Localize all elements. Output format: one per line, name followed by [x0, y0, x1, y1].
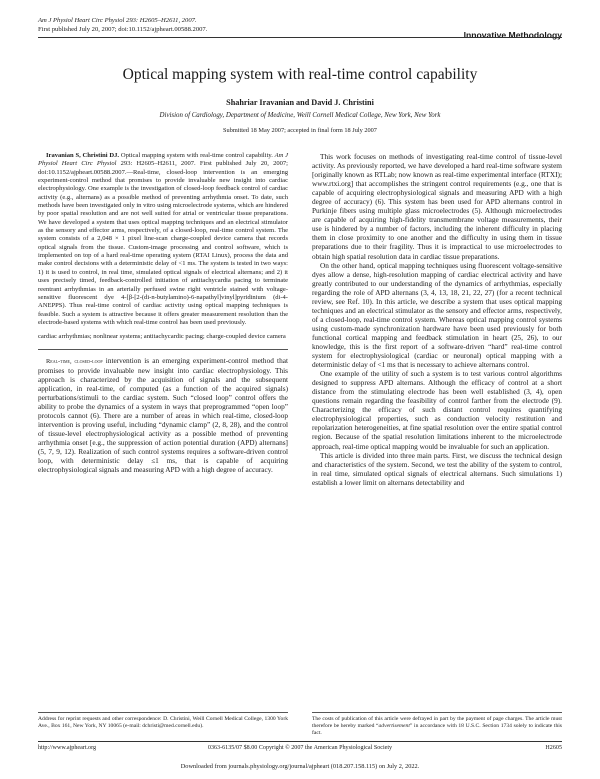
page-charge-text-b: ” in accordance with 18 U.S.C. Section 1734 solely to indicate this fact.: [312, 723, 562, 736]
body-paragraph: On the other hand, optical mapping techniques using fluorescent voltage-sensitive dyes allow a dense, high-resolution mapping of cardiac electrical activity and have greatly contributed to our understanding of the dynamics of arrhythmias, especially regarding the role of APD alternans (3, 4, 13, 18, 21, 22, 27) (for a recent technical review, see Ref. 10). In this article, we describe a system that uses optical mapping techniques and an electrical stimulator as the sensory and effector arms, respectively, of a closed-loop, real-time control system. Whereas optical mapping control systems using custom-made synchronization hardware have been used previously for both functional cortical mapping and feedback stimulation in heart (25, 26), to our knowledge, this is the first report of a software-driven “hard” real-time control system for electrophysiological (cardiac or neuronal) optical mapping with a deterministic delay of <1 ms that is necessary to achieve alternans control.: [312, 260, 562, 370]
submitted-date: Submitted 18 May 2007; accepted in final form 18 July 2007: [223, 127, 377, 134]
page-charge-footnote: [312, 716, 562, 737]
footer-rule: [38, 741, 562, 742]
copyright: 0363-6135/07 $8.00 Copyright © 2007 the American Physiological Society: [207, 745, 393, 751]
footnote-rule-right: [312, 712, 562, 713]
abstract-journal: Am J Physiol Heart Circ Physiol: [38, 152, 289, 168]
abstract-lead: Iravanian S, Christini DJ.: [46, 152, 120, 159]
intro-text: intervention is an emerging experiment-control method that promises to provide invaluable new insight into cardiac electrophysiology. This approach is characterized by the acquisition of signals and the subsequent application, in real-time, of computed (as a function of the acquired signals) perturbations/stimuli to the cardiac system. Such “closed loop” control offers the ability to probe the dynamics of a system in ways that preprogrammed “open loop” protocols cannot (6). There are a number of areas in which real-time, closed-loop intervention is proving useful, including “dynamic clamp” (2, 8, 28), and the control of tissue-level electrophysiological activity as a possible method of preventing arrhythmia onset [e.g., the suppression of action potential duration (APD) alternans] (5, 7, 9, 12). Realization of such control systems requires a software-driven control loop, with deterministic delay ≤1 ms, that is capable of acquiring electrophysiological signals and measuring APD with a high degree of accuracy.: [38, 355, 288, 475]
published-line: First published July 20, 2007; doi:10.1152/ajpheart.00588.2007.: [38, 26, 208, 33]
page-number: H2605: [545, 745, 562, 751]
keywords: cardiac arrhythmias; nonlinear systems; antitachycardic pacing; charge-coupled device camera: [38, 333, 286, 341]
journal-url[interactable]: http://www.ajpheart.org: [38, 745, 97, 751]
body-paragraph: One example of the utility of such a system is to test various control algorithms designed to suppress APD alternans. Although the efficacy of control at a short distance from the stimulating electrode has been well established (3, 4), open questions remain regarding the feasibility of control farther from the electrode (9). Characterizing the efficacy of such distant control requires quantifying electrophysiological properties, such as conduction velocity restitution and repolarization heterogeneities, at fine spatial resolution over the entire spatial control region. Because of the spatial resolution limitations inherent to the microelectrode approach, real-time optical mapping would be invaluable for such an application.: [312, 369, 562, 451]
body-paragraph: This work focuses on methods of investigating real-time control of tissue-level activity. As previously reported, we have developed a hard real-time software system [originally known as RTLab; now known as real-time experimental interface (RTXI); www.rtxi.org] that accomplishes the stringent control requirements (e.g., one that is capable of acquiring electrophysiological signals and measuring APD with a high degree of accuracy) (6). This system has been used for APD alternans control in Purkinje fibers using multiple glass microelectrodes (5). Although microelectrodes are capable of acquiring high-fidelity transmembrane voltage measurements, their use is hindered by a number of factors, including the inherent difficulty in placing them in close proximity to one another and the difficulty in using them in tissue preparations due to their fragility. Thus it is impractical to use microelectrodes to obtain high spatial resolution data in cardiac tissue preparations.: [312, 152, 562, 261]
abstract: [38, 152, 288, 327]
intro-paragraph: [38, 356, 288, 475]
authors: Shahriar Iravanian and David J. Christini: [226, 98, 374, 107]
running-header: [38, 16, 562, 40]
affiliation: Division of Cardiology, Department of Medicine, Weill Cornell Medical College, New York, New York: [159, 112, 441, 119]
footnote-rule-left: [38, 712, 288, 713]
intro-lead: Real-time, closed-loop: [46, 357, 103, 365]
header-rule: [38, 37, 562, 38]
download-notice: Downloaded from journals.physiology.org/journal/ajpheart (018.207.158.115) on July 2, 2022.: [180, 763, 420, 770]
article-title: Optical mapping system with real-time control capability: [122, 66, 478, 83]
abstract-title: Optical mapping system with real-time control capability.: [119, 152, 273, 159]
page-charge-text-a: The costs of publication of this article were defrayed in part by the payment of page charges. The article must therefore be hereby marked “: [312, 716, 562, 729]
journal-citation: Am J Physiol Heart Circ Physiol 293: H2605–H2611, 2007.: [38, 17, 197, 24]
abstract-text: 293: H2605–H2611, 2007. First published July 20, 2007; doi:10.1152/ajpheart.00588.2007.—Real-time, closed-loop intervention is an emerging experiment-control method that promises to provide invaluable new insight into cardiac electrophysiology. One example is the investigation of closed-loop feedback control of cardiac activity (e.g., alternans) as a possible method of preventing arrhythmia onset. To date, such methods have been investigated only in vitro using microelectrode systems, which are hindered by poor spatial resolution and are not well suited for atrial or ventricular tissue preparations. We have developed a system that uses optical mapping techniques and an electrical stimulator as the sensory and effector arms, respectively, of a closed-loop, real-time control system. The system consists of a 2,048 × 1 pixel line-scan charge-coupled device camera that records optical signals from the tissue. Custom-image processing and control software, which is implemented on top of a hard real-time operating system (RTAI Linux), process the data and make control decisions with a deterministic delay of <1 ms. The system is tested in two ways: 1) it is used to control, in real time, simulated optical signals of electrical alternans; and 2) it uses precisely timed, feedback-controlled initiation of antitachycardia pacing to terminate reentrant arrhythmias in an arterially perfused swine right ventricle stained with voltage-sensitive fluorescent dye 4-[β-[2-(di-n-butylamino)-6-napathyl]vinyl]pyridinium (di-4-ANEPPS). Thus real-time control of cardiac activity using optical mapping techniques is feasible. Such a system is attractive because it offers greater measurement resolution than the electrode-based systems with which real-time control has been used previously.: [38, 160, 289, 326]
correspondence-footnote: Address for reprint requests and other correspondence: D. Christini, Weill Cornell Medical College, 1300 York Ave., Box 161, New York, NY 10065 (e-mail: dchristi@med.cornell.edu).: [38, 716, 288, 729]
keywords-rule: [38, 349, 288, 350]
advertisement-word: advertisement: [378, 723, 410, 729]
body-paragraph: This article is divided into three main parts. First, we discuss the technical design and characteristics of the system. Second, we test the ability of the system to control, in real time, simulated optical signals of electrical alternans. Such simulations 1) establish a lower limit on alternans detectability and: [312, 450, 562, 487]
left-column: [38, 152, 288, 476]
right-column: [312, 152, 562, 487]
section-label: Innovative Methodology: [463, 30, 562, 40]
